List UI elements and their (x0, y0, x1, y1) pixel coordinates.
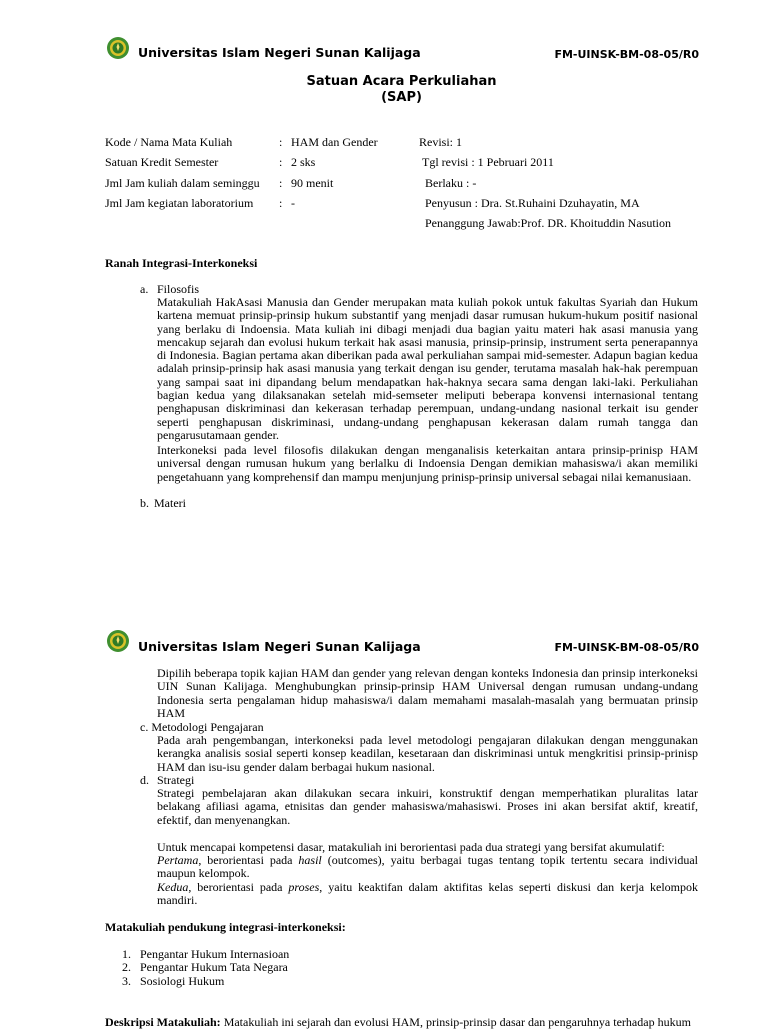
text-hasil: hasil (298, 853, 322, 867)
info-value: 2 sks (291, 155, 316, 169)
info-right: Penyusun : Dra. St.Ruhaini Dzuhayatin, MA (425, 196, 640, 210)
info-label: Satuan Kredit Semester (105, 155, 219, 169)
header-university-name: Universitas Islam Negeri Sunan Kalijaga (138, 45, 421, 60)
deskripsi-text: Matakuliah ini sejarah dan evolusi HAM, prinsip-prinsip dasar dan pengaruhnya terhadap hukum (220, 1015, 691, 1029)
text-proses: proses (288, 880, 320, 894)
subsection-title-filosofis: Filosofis (157, 282, 200, 296)
text-pertama: Pertama (157, 853, 199, 867)
list-number: 2. (122, 960, 131, 974)
header-university-name: Universitas Islam Negeri Sunan Kalijaga (138, 639, 421, 654)
paragraph-pertama (157, 854, 698, 881)
paragraph-materi: Dipilih beberapa topik kajian HAM dan gender yang relevan dengan konteks Indonesia dan prinsip interkoneksi UIN Sunan Kalijaga. Menghubungkan prinsip-prinsip HAM Universal dengan rumusan undang-undang Indonesia serta pengalaman hidup mahasiswa/i dalam memahami masalah-masalah yang bermuatan prinsip HAM (157, 666, 698, 720)
text-pertama-rest: (outcomes), yaitu berbagai tugas tentang topik tertentu secara individual maupun kelompok. (157, 853, 699, 881)
section-heading-pendukung: Matakuliah pendukung integrasi-interkoneksi: (105, 920, 346, 934)
list-item: Pengantar Hukum Tata Negara (140, 960, 288, 974)
info-label: Jml Jam kegiatan laboratorium (105, 196, 254, 210)
text-kedua: Kedua (157, 880, 189, 894)
list-number: 3. (122, 974, 131, 988)
list-number: 1. (122, 947, 131, 961)
university-logo (106, 629, 130, 653)
list-marker-d: d. (140, 773, 149, 787)
university-logo (106, 36, 130, 60)
header-form-code: FM-UINSK-BM-08-05/R0 (554, 48, 699, 61)
text-kedua-mid: , berorientasi pada (188, 880, 289, 894)
paragraph-kedua (157, 881, 698, 908)
header-form-code: FM-UINSK-BM-08-05/R0 (554, 641, 699, 654)
subsection-title-metodologi: c. Metodologi Pengajaran (140, 720, 264, 734)
info-separator: : (279, 176, 283, 190)
paragraph-strategi: Strategi pembelajaran akan dilakukan secara inkuiri, konstruktif dengan memperhatikan pluralitas latar belakang afiliasi agama, etnisitas dan gender mahasiswa/mahasiswi. Proses ini akan bersifat aktif, kreatif, efektif, dan menyenangkan. (157, 786, 698, 827)
deskripsi-label: Deskripsi Matakuliah: (105, 1015, 221, 1029)
subsection-title-materi: Materi (154, 496, 186, 510)
section-heading-integration: Ranah Integrasi-Interkoneksi (105, 256, 258, 270)
list-item: Sosiologi Hukum (140, 974, 225, 988)
info-separator: : (279, 155, 283, 169)
deskripsi-line (105, 1016, 691, 1029)
list-item: Pengantar Hukum Internasioan (140, 947, 290, 961)
paragraph-filosofis-2: Interkoneksi pada level filosofis dilakukan dengan menganalisis keterkaitan antara prinsip-prinisp HAM universal dengan rumusan hukum yang berlalku di Indoensia Dengan demikian mahasiswa/i akan memiliki pengetahuann yang komprehensif dan mampu menjunjung prinisp-prinsip universal sebagai nilai kemanusiaan. (157, 443, 698, 484)
info-right: Revisi: 1 (419, 135, 463, 149)
paragraph-filosofis-1: Matakuliah HakAsasi Manusia dan Gender merupakan mata kuliah pokok untuk fakultas Syariah dan Hukum kartena memuat prinsip-prinsip hukum substantif yang menjadi dasar rumusan hukum-hukum positif nasional yang berlaku di Indoensia. Mata kuliah ini dibagi menjadi dua bagian yaitu materi hak asasi manusia yang mencakup sejarah dan evolusi hukum terkait hak asasi manusia, prinsip-prinsip, instrument serta penerapannya di Indonesia. Bagian pertama akan diberikan pada awal perkuliahan sampai mid-semester. Adapun bagian kedua adalah prinsip-prinsip hak asasi manusia yang terkait dengan isu gender, terutama masalah hak-hak perempuan yang sampai saat ini dipandang belum mendapatkan hak-haknya secara sama dengan laki-laki. Perkuliahan bagian kedua yang dilaksanakan setelah mid-semseter meliputi beberapa konvensi internasional tentang penghapusan diskriminasi dan kekerasan terhadap perempuan, undang-undang nasional terkait isu gender seperti penghapusan diskriminasi, undang-undang penghapusan kekerasan dalam rumah tangga dan pengarusutamaan gender. (157, 295, 698, 442)
document-title (0, 74, 768, 106)
paragraph-strategi-intro: Untuk mencapai kompetensi dasar, matakuliah ini berorientasi pada dua strategi yang bersifat akumulatif: (157, 840, 665, 854)
info-separator: : (279, 135, 283, 149)
subsection-title-strategi: Strategi (157, 773, 195, 787)
text-pertama-mid: , berorientasi pada (198, 853, 299, 867)
title-line-2: (SAP) (381, 90, 422, 105)
info-value: 90 menit (291, 176, 334, 190)
list-marker-b: b. (140, 496, 149, 510)
info-separator: : (279, 196, 283, 210)
paragraph-metodologi: Pada arah pengembangan, interkoneksi pada level metodologi pengajaran dilakukan dengan menggunakan kerangka analisis sosial seperti konsep keadilan, kesetaraan dan diskriminasi untuk mengkritisi prinsip-prinisp HAM dan isu-isu gender dalam berbagai hukum nasional. (157, 733, 698, 774)
list-marker-a: a. (140, 282, 149, 296)
info-right: Tgl revisi : 1 Pebruari 2011 (422, 155, 554, 169)
info-value: - (291, 196, 295, 210)
title-line-1: Satuan Acara Perkuliahan (306, 74, 497, 89)
info-value: HAM dan Gender (291, 135, 378, 149)
info-right: Berlaku : - (425, 176, 477, 190)
info-label: Jml Jam kuliah dalam seminggu (105, 176, 260, 190)
info-right-responsible: Penanggung Jawab:Prof. DR. Khoituddin Nasution (425, 216, 671, 230)
info-label: Kode / Nama Mata Kuliah (105, 135, 233, 149)
text-kedua-rest: , yaitu keaktifan dalam aktifitas kelas seperti diskusi dan kerja kelompok mandiri. (157, 880, 698, 908)
